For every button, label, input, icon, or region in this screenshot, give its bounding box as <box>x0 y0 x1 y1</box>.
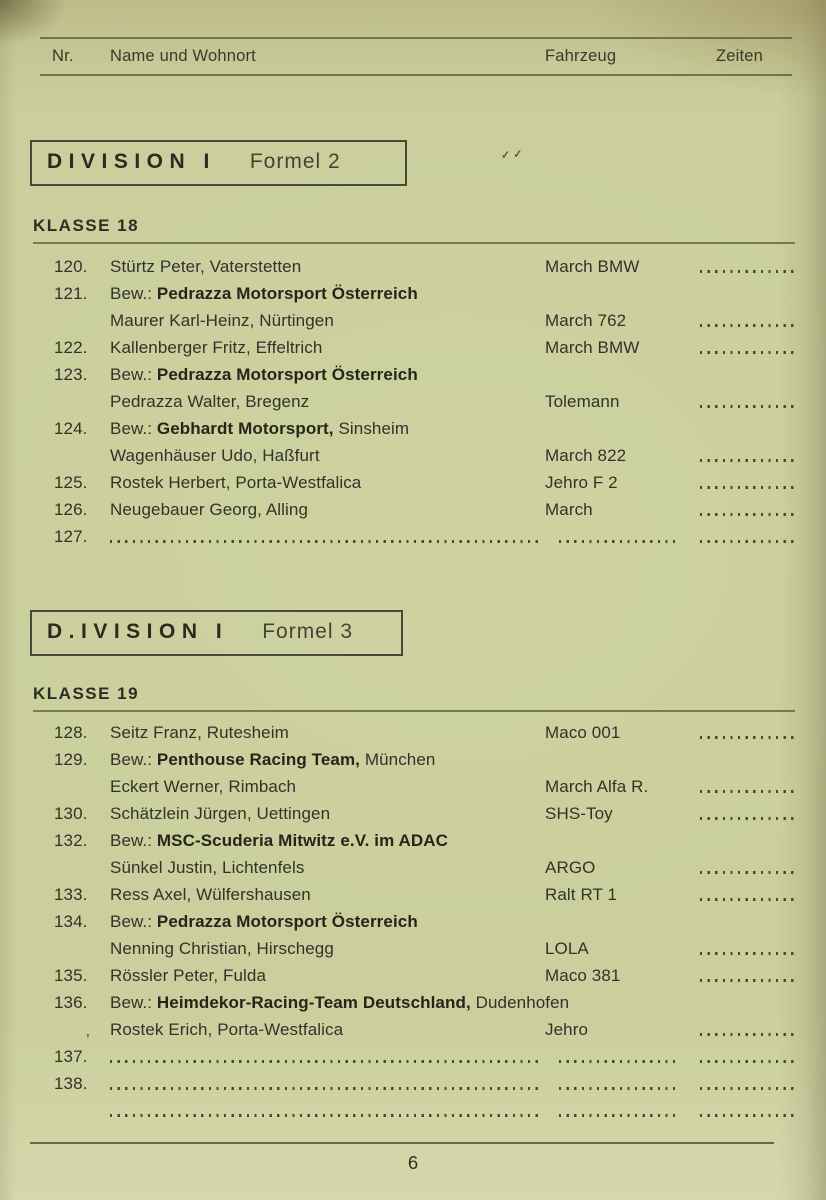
footer-rule <box>30 1142 774 1144</box>
vehicle-name: Maco 381 <box>545 965 621 985</box>
entry-number: 134. <box>54 911 88 931</box>
entry-number: 135. <box>54 965 88 985</box>
page-number: 6 <box>407 1152 419 1173</box>
blank-entry-row <box>50 1043 826 1070</box>
times-dotted-line <box>700 979 794 981</box>
times-dotted-line <box>700 736 794 738</box>
column-header-row <box>50 39 795 74</box>
times-field <box>700 319 796 321</box>
vehicle-dotted-line <box>559 1087 679 1089</box>
team-name: Penthouse Racing Team, <box>156 749 361 769</box>
bewerber-prefix: Bew.: <box>110 418 157 438</box>
times-dotted-line <box>700 405 794 407</box>
entry-row <box>50 962 826 989</box>
entry-number: 136. <box>54 992 88 1012</box>
times-dotted-line <box>700 540 794 542</box>
times-dotted-line <box>700 324 794 326</box>
entrant-team-row <box>50 361 826 388</box>
column-header-times: Zeiten <box>716 47 764 65</box>
entrant-team-row <box>50 827 826 854</box>
team-name: Heimdekor-Racing-Team Deutschland, <box>156 992 471 1012</box>
entry-number: 124. <box>54 418 88 438</box>
class-heading-klasse-18: KLASSE 18 <box>33 216 795 244</box>
handwritten-tick-marks: ✓✓ <box>500 148 526 162</box>
class-heading-klasse-19: KLASSE 19 <box>33 684 795 712</box>
times-dotted-line <box>700 1033 794 1035</box>
entrant-name <box>110 912 796 932</box>
entrant-team-row <box>50 989 826 1016</box>
times-dotted-line <box>700 1087 794 1089</box>
times-field <box>700 1028 796 1030</box>
vehicle-name: Jehro F 2 <box>545 472 618 492</box>
bewerber-prefix: Bew.: <box>110 364 157 384</box>
vehicle-name: March 762 <box>545 310 627 330</box>
blank-entry-row <box>50 1070 826 1097</box>
entry-row <box>50 388 826 415</box>
driver-name <box>110 1082 545 1084</box>
division-label: DIVISION I <box>47 150 216 173</box>
entry-row <box>50 307 826 334</box>
bewerber-prefix: Bew.: <box>110 992 157 1012</box>
blank-entry-row <box>50 1097 826 1124</box>
entry-row <box>50 800 826 827</box>
bewerber-prefix: Bew.: <box>110 911 157 931</box>
bewerber-prefix: Bew.: <box>110 283 157 303</box>
vehicle-dotted-line <box>559 540 679 542</box>
driver-name: Neugebauer Georg, Alling <box>110 499 309 519</box>
team-name: Gebhardt Motorsport, <box>156 418 334 438</box>
times-field <box>700 481 796 483</box>
vehicle-name <box>545 1082 700 1084</box>
times-dotted-line <box>700 270 794 272</box>
times-field <box>700 454 796 456</box>
entry-number: 137. <box>54 1046 88 1066</box>
vehicle-name: Tolemann <box>545 391 620 411</box>
entry-row <box>50 496 826 523</box>
vehicle-name: Maco 001 <box>545 722 621 742</box>
times-dotted-line <box>700 952 794 954</box>
driver-name: Sünkel Justin, Lichtenfels <box>110 857 305 877</box>
entrant-suffix: Dudenhofen <box>470 992 570 1012</box>
name-dotted-line <box>110 1060 538 1062</box>
times-dotted-line <box>700 459 794 461</box>
entry-number: 133. <box>54 884 88 904</box>
driver-name: Eckert Werner, Rimbach <box>110 776 297 796</box>
driver-name <box>110 1055 545 1057</box>
times-dotted-line <box>700 513 794 515</box>
times-dotted-line <box>700 817 794 819</box>
vehicle-name: LOLA <box>545 938 589 958</box>
vehicle-dotted-line <box>559 1060 679 1062</box>
driver-name: Schätzlein Jürgen, Uettingen <box>110 803 331 823</box>
driver-name: Rostek Erich, Porta-Westfalica <box>110 1019 344 1039</box>
entry-row <box>50 442 826 469</box>
formula-label: Formel 2 <box>249 150 341 173</box>
times-dotted-line <box>700 351 794 353</box>
times-dotted-line <box>700 1060 794 1062</box>
vehicle-name: March BMW <box>545 256 640 276</box>
entrant-name <box>110 750 796 770</box>
times-field <box>700 400 796 402</box>
times-field <box>700 508 796 510</box>
driver-name: Rostek Herbert, Porta-Westfalica <box>110 472 362 492</box>
vehicle-name: Ralt RT 1 <box>545 884 618 904</box>
driver-name: Ress Axel, Wülfershausen <box>110 884 311 904</box>
times-field <box>700 785 796 787</box>
driver-name: Seitz Franz, Rutesheim <box>110 722 289 742</box>
entry-row <box>50 253 826 280</box>
driver-name <box>110 535 545 537</box>
entry-number: 122. <box>54 337 88 357</box>
vehicle-dotted-line <box>559 1114 679 1116</box>
driver-name: Stürtz Peter, Vaterstetten <box>110 256 302 276</box>
driver-name: Maurer Karl-Heinz, Nürtingen <box>110 310 334 330</box>
driver-name <box>110 1109 545 1111</box>
entrant-team-row <box>50 908 826 935</box>
vehicle-name <box>545 1109 700 1111</box>
division-label: D.IVISION I <box>47 620 229 643</box>
entrant-suffix: München <box>360 749 436 769</box>
entry-list-klasse-18 <box>0 253 826 550</box>
name-dotted-line <box>110 1087 538 1089</box>
team-name: Pedrazza Motorsport Österreich <box>156 283 418 303</box>
entrant-name <box>110 365 796 385</box>
entry-number: 127. <box>54 526 88 546</box>
times-field <box>700 866 796 868</box>
entry-number: 130. <box>54 803 88 823</box>
times-dotted-line <box>700 486 794 488</box>
entry-number: 129. <box>54 749 88 769</box>
column-header-name: Name und Wohnort <box>110 47 256 65</box>
vehicle-name: SHS-Toy <box>545 803 613 823</box>
entrant-name <box>110 831 796 851</box>
column-header-vehicle: Fahrzeug <box>545 47 617 65</box>
vehicle-name: ARGO <box>545 857 596 877</box>
vehicle-name: March <box>545 499 593 519</box>
times-field <box>700 1055 796 1057</box>
entrant-name <box>110 993 796 1013</box>
entry-number: 138. <box>54 1073 88 1093</box>
entry-row <box>50 773 826 800</box>
driver-name: Wagenhäuser Udo, Haßfurt <box>110 445 320 465</box>
vehicle-name: Jehro <box>545 1019 589 1039</box>
entry-row <box>50 881 826 908</box>
entry-list-klasse-19 <box>0 719 826 1124</box>
entry-number: 126. <box>54 499 88 519</box>
vehicle-name: March Alfa R. <box>545 776 649 796</box>
team-name: Pedrazza Motorsport Österreich <box>156 364 418 384</box>
driver-name: Rössler Peter, Fulda <box>110 965 267 985</box>
entry-row <box>50 334 826 361</box>
times-field <box>700 346 796 348</box>
division-1-formel-3-title-box <box>30 610 403 656</box>
times-field <box>700 1082 796 1084</box>
driver-name: Pedrazza Walter, Bregenz <box>110 391 310 411</box>
times-dotted-line <box>700 898 794 900</box>
entrant-name <box>110 419 796 439</box>
entrant-team-row <box>50 280 826 307</box>
bewerber-prefix: Bew.: <box>110 830 157 850</box>
entrant-team-row <box>50 415 826 442</box>
times-dotted-line <box>700 790 794 792</box>
team-name: Pedrazza Motorsport Österreich <box>156 911 418 931</box>
bewerber-prefix: Bew.: <box>110 749 157 769</box>
times-dotted-line <box>700 1114 794 1116</box>
entrant-team-row <box>50 746 826 773</box>
vehicle-name <box>545 535 700 537</box>
header-bottom-rule <box>40 74 792 76</box>
entrant-suffix: Sinsheim <box>333 418 410 438</box>
team-name: MSC-Scuderia Mitwitz e.V. im ADAC <box>156 830 448 850</box>
times-field <box>700 812 796 814</box>
times-field <box>700 947 796 949</box>
times-field <box>700 535 796 537</box>
driver-name: Nenning Christian, Hirschegg <box>110 938 334 958</box>
times-field <box>700 1109 796 1111</box>
entry-number: 128. <box>54 722 88 742</box>
entry-number: 120. <box>54 256 88 276</box>
entry-row <box>50 935 826 962</box>
driver-name: Kallenberger Fritz, Effeltrich <box>110 337 323 357</box>
entry-number: 121. <box>54 283 88 303</box>
stray-ink-mark: ’ <box>86 1031 90 1046</box>
entry-row <box>50 854 826 881</box>
entry-number: 132. <box>54 830 88 850</box>
name-dotted-line <box>110 1114 538 1116</box>
column-header-nr: Nr. <box>52 47 74 65</box>
formula-label: Formel 3 <box>262 620 354 643</box>
times-field <box>700 974 796 976</box>
times-field <box>700 731 796 733</box>
entry-row <box>50 1016 826 1043</box>
entry-number: 123. <box>54 364 88 384</box>
name-dotted-line <box>110 540 538 542</box>
vehicle-name <box>545 1055 700 1057</box>
times-field <box>700 893 796 895</box>
blank-entry-row <box>50 523 826 550</box>
entrant-name <box>110 284 796 304</box>
division-1-formel-2-title-box <box>30 140 407 186</box>
entry-row <box>50 719 826 746</box>
entry-number: 125. <box>54 472 88 492</box>
times-field <box>700 265 796 267</box>
times-dotted-line <box>700 871 794 873</box>
entry-row <box>50 469 826 496</box>
vehicle-name: March BMW <box>545 337 640 357</box>
vehicle-name: March 822 <box>545 445 627 465</box>
